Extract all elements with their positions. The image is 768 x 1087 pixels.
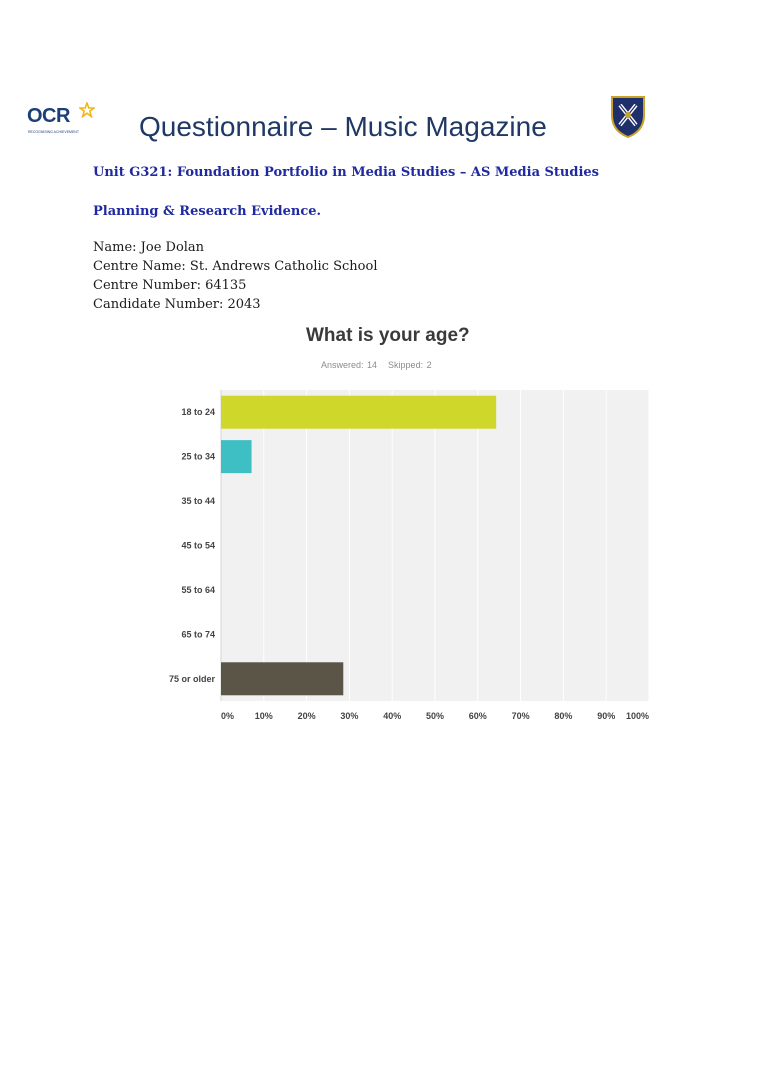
x-tick-label: 20% (297, 711, 316, 721)
candidate-info (93, 238, 377, 314)
document-title: Questionnaire – Music Magazine (139, 111, 547, 142)
chart-title: What is your age? (306, 325, 470, 346)
ocr-logo-text: OCR (27, 105, 70, 127)
y-tick-label: 45 to 54 (181, 540, 215, 551)
y-tick-label: 65 to 74 (181, 629, 215, 640)
age-bar-chart (150, 383, 660, 728)
x-tick-label: 50% (425, 711, 445, 721)
y-tick-label: 18 to 24 (181, 407, 215, 418)
x-tick-label: 60% (468, 711, 487, 721)
ocr-logo-subtext: RECOGNISING ACHIEVEMENT (28, 130, 79, 134)
star-icon (79, 102, 95, 118)
y-tick-label: 75 or older (168, 673, 215, 684)
y-tick-label: 55 to 64 (181, 584, 215, 595)
candidate-name: Name: Joe Dolan (93, 240, 205, 255)
ocr-logo (27, 103, 99, 137)
school-crest-icon (610, 95, 646, 139)
x-tick-label: 70% (511, 711, 530, 721)
unit-heading: Unit G321: Foundation Portfolio in Media Studies – AS Media Studies (93, 165, 599, 180)
centre-name: Centre Name: St. Andrews Catholic School (93, 259, 378, 274)
bar-25-to-34 (221, 440, 252, 473)
planning-heading: Planning & Research Evidence. (93, 204, 322, 219)
x-tick-label: 30% (340, 711, 359, 721)
y-tick-label: 35 to 44 (181, 496, 215, 507)
x-tick-label: 100% (625, 711, 649, 721)
x-tick-label: 40% (383, 711, 402, 721)
bar-75-or-older (221, 662, 343, 695)
x-tick-label: 80% (554, 711, 573, 721)
centre-number: Centre Number: 64135 (93, 278, 247, 293)
x-tick-label: 0% (221, 711, 235, 721)
y-tick-label: 25 to 34 (181, 451, 215, 462)
chart-meta (321, 360, 432, 370)
skipped-count: Skipped: 2 (388, 360, 432, 370)
candidate-number: Candidate Number: 2043 (93, 297, 261, 312)
answered-count: Answered: 14 (321, 360, 378, 370)
bar-18-to-24 (221, 396, 496, 429)
x-tick-label: 90% (597, 711, 616, 721)
x-tick-label: 10% (254, 711, 273, 721)
